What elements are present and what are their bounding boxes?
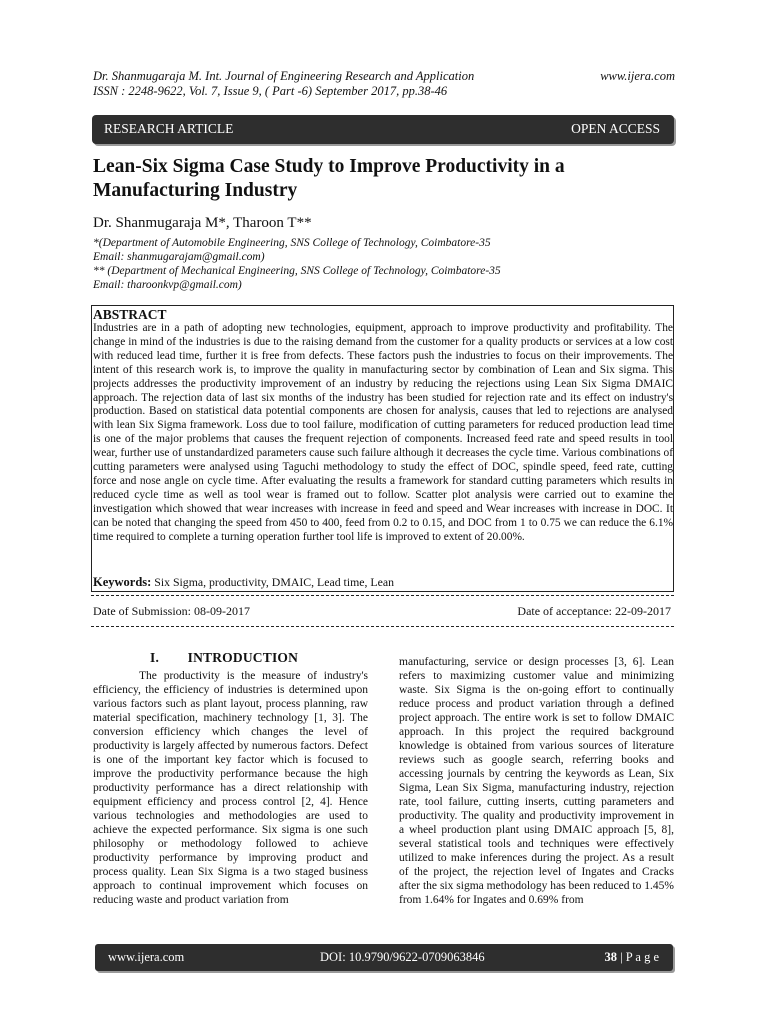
footer-website[interactable]: www.ijera.com (108, 950, 185, 964)
submission-date: Date of Submission: 08-09-2017 (93, 604, 250, 618)
introduction-heading: I. INTRODUCTION (150, 650, 299, 665)
page-label: | P a g e (617, 950, 659, 964)
email-1: Email: shanmugarajam@gmail.com) (93, 251, 265, 263)
abstract-text: Industries are in a path of adopting new technologies, equipment, approach to improve productivity and profitability. The change in mind of the industries is due to the raising demand from the customer for a quality products or services at a low cost with reduced lead time, further it is free from defects. These factors push the industries to focus on their improvements. The intent of this research work is, to improve the quality in manufacturing sector by combination of Lean and Six sigma. This projects addresses the productivity improvement of an industry by reducing the rejections using Lean Six Sigma DMAIC approach. The rejection data of last six months of the industry has been studied for rejection rate and its effect on industry's production. Based on statistical data potential components are chosen for analysis, causes that led to rejections are analysed with lean Six Sigma framework. Loss due to tool failure, modification of cutting parameters for reduced production lead time is one of the major problems that causes the frequent rejection of components. Increased feed rate and speed results in tool wear, further use of unstandardized parameters cause such failure although it decreases the cycle time. Various combinations of cutting parameters were analysed using Taguchi methodology to study the effect of DOC, spindle speed, feed rate, cutting force and nose angle on cycle time. After evaluating the results a framework for standard cutting parameters which results in reduced cycle time as well as tool wear is framed out to follow. Scatter plot analysis were carried out to examine the investigation which showed that wear increases with increase in feed and speed and Wear increases with increase in DOC. It can be noted that changing the speed from 450 to 400, feed from 0.2 to 0.15, and DOC from 1 to 0.75 we can reduce the 6.1% time required to complete a turning operation further tool life is improved to extent of 20.00%. (93, 322, 673, 543)
affiliation-2: ** (Department of Mechanical Engineering, SNS College of Technology, Coimbatore-35 (93, 265, 501, 277)
article-type-banner (92, 115, 674, 144)
issn-line: ISSN : 2248-9622, Vol. 7, Issue 9, ( Part -6) September 2017, pp.38-46 (93, 84, 448, 98)
intro-left-column: The productivity is the measure of industry's efficiency, the efficiency of industries is determined upon various factors such as plant layout, process planning, raw material specification, machinery technology [1, 3]. The conversion efficiency which changes the level of productivity is largely affected by numerous factors. Defect is one of the important key factor which is focused to improve the productivity performance because the high productivity performance has a direct relationship with equipment efficiency and process control [2, 4]. Hence various technologies and methodologies are used to achieve the expected performance. Six sigma is one such philosophy or methodology followed to achieve productivity performance by improving product and process quality. Lean Six Sigma is a two staged business approach to continual improvement which focuses on reducing waste and product variation from (93, 670, 368, 906)
page-number (605, 950, 659, 965)
authors: Dr. Shanmugaraja M*, Tharoon T** (93, 215, 312, 231)
keywords (93, 575, 394, 590)
open-access-label: OPEN ACCESS (571, 121, 660, 136)
title-line-2: Manufacturing Industry (93, 180, 298, 201)
affiliation-1: *(Department of Automobile Engineering, SNS College of Technology, Coimbatore-35 (93, 237, 491, 249)
intro-right-column: manufacturing, service or design processes [3, 6]. Lean refers to maximizing customer value and minimizing waste. Six Sigma is the on-going effort to continually reduce process and product variation through a defined project approach. The entire work is set to follow DMAIC approach. In this project the required background knowledge is obtained from various sources of literature reviews such as google search, referring books and accessing journals by centring the keywords as Lean, Six Sigma, Lean Six Sigma, manufacturing industry, rejection rate, tool failure, cutting inserts, cutting parameters and productivity. The quality and productivity improvement in a wheel production plant using DMAIC approach [5, 8], several statistical tools and techniques were effectively utilized to make inferences during the project. As a result of the project, the rejection level of Ingates and Cracks after the six sigma methodology has been reduced to 1.45% from 1.64% for Ingates and 0.69% from (399, 656, 674, 906)
journal-citation: Dr. Shanmugaraja M. Int. Journal of Engineering Research and Application (93, 69, 475, 83)
keywords-list: Six Sigma, productivity, DMAIC, Lead time, Lean (151, 575, 394, 589)
research-article-label: RESEARCH ARTICLE (104, 121, 234, 136)
page-footer (95, 944, 673, 971)
footer-doi: DOI: 10.9790/9622-0709063846 (320, 950, 485, 964)
journal-website[interactable]: www.ijera.com (600, 69, 675, 83)
page-number-value: 38 (604, 950, 618, 964)
paper-title (93, 155, 673, 203)
acceptance-date: Date of acceptance: 22-09-2017 (517, 604, 671, 618)
divider-top (91, 595, 674, 596)
journal-header (93, 69, 675, 84)
abstract-heading: ABSTRACT (93, 307, 167, 322)
title-line-1: Lean-Six Sigma Case Study to Improve Productivity in a (93, 156, 565, 177)
dates-row (93, 604, 671, 619)
email-2: Email: tharoonkvp@gmail.com) (93, 279, 242, 291)
divider-bottom (91, 626, 674, 627)
keywords-label: Keywords: (93, 575, 152, 589)
